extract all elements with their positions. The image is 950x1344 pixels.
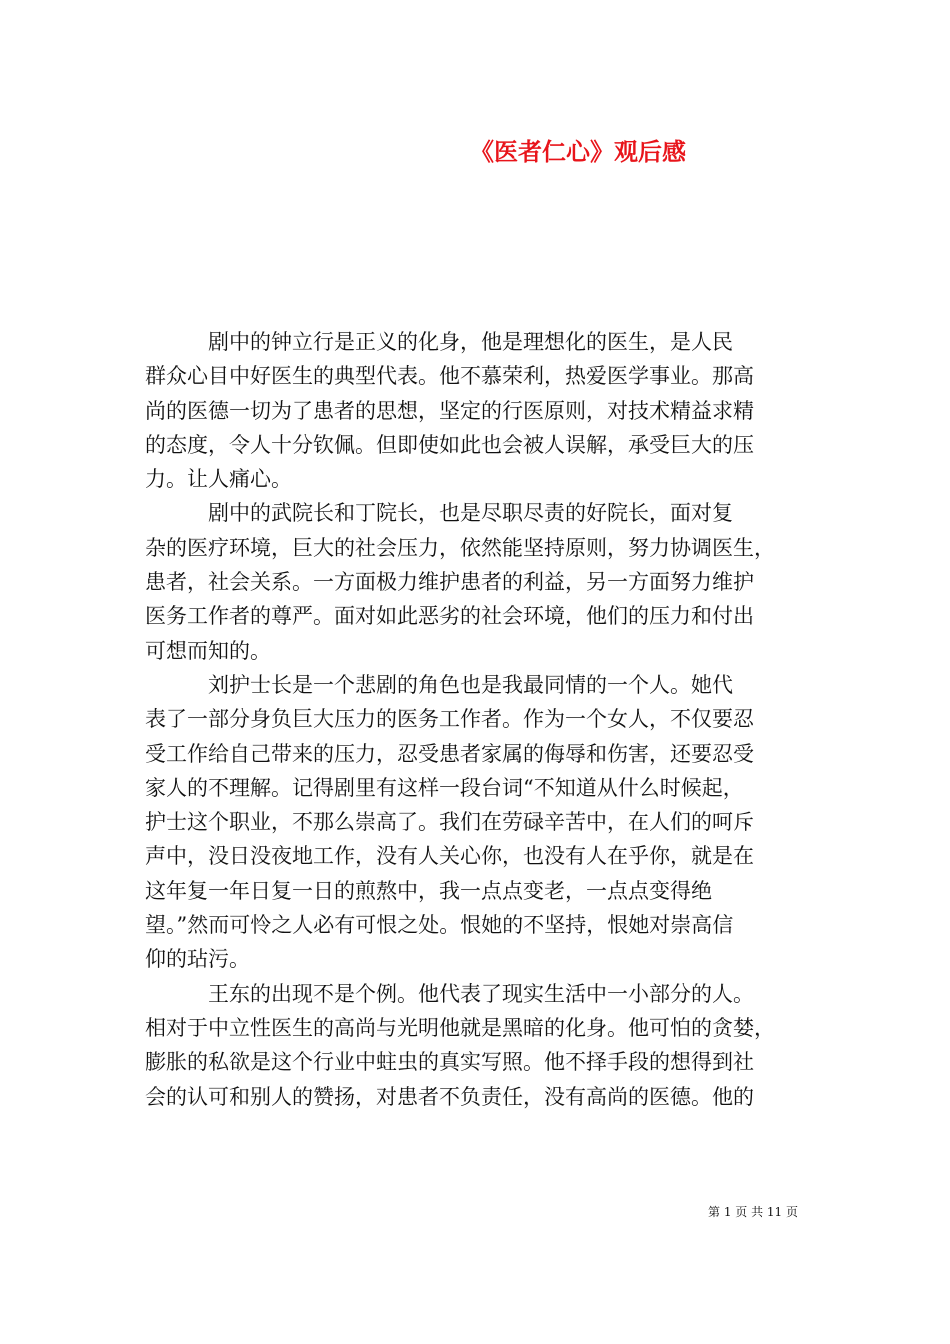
body-line: 刘护士长是一个悲剧的角色也是我最同情的一个人。她代 [145, 672, 733, 697]
body-line: 会的认可和别人的赞扬，对患者不负责任，没有高尚的医德。他的 [145, 1084, 754, 1109]
body-line: 的态度，令人十分钦佩。但即使如此也会被人误解，承受巨大的压 [145, 432, 754, 457]
body-line: 尚的医德一切为了患者的思想，坚定的行医原则，对技术精益求精 [145, 398, 754, 423]
body-line: 患者，社会关系。一方面极力维护患者的利益，另一方面努力维护 [145, 570, 754, 595]
body-line: 群众心目中好医生的典型代表。他不慕荣利，热爱医学事业。那高 [145, 364, 754, 389]
body-line: 仰的玷污。 [145, 947, 250, 972]
body-line: 剧中的武院长和丁院长，也是尽职尽责的好院长，面对复 [145, 501, 733, 526]
body-line: 这年复一年日复一日的煎熬中，我一点点变老，一点点变得绝 [145, 878, 712, 903]
document-title: 《医者仁心》观后感 [470, 137, 686, 166]
body-line: 杂的医疗环境，巨大的社会压力，依然能坚持原则，努力协调医生， [145, 535, 775, 560]
body-line: 可想而知的。 [145, 638, 271, 663]
body-line: 王东的出现不是个例。他代表了现实生活中一小部分的人。 [145, 981, 754, 1006]
body-line: 相对于中立性医生的高尚与光明他就是黑暗的化身。他可怕的贪婪， [145, 1015, 775, 1040]
body-line: 受工作给自己带来的压力，忍受患者家属的侮辱和伤害，还要忍受 [145, 741, 754, 766]
body-line: 护士这个职业，不那么崇高了。我们在劳碌辛苦中，在人们的呵斥 [145, 810, 754, 835]
page-number: 第 1 页 共 11 页 [708, 1205, 798, 1219]
body-line: 家人的不理解。记得剧里有这样一段台词“不知道从什么时候起， [145, 775, 744, 800]
body-line: 膨胀的私欲是这个行业中蛀虫的真实写照。他不择手段的想得到社 [145, 1050, 754, 1075]
document-body [145, 325, 810, 1114]
body-line: 表了一部分身负巨大压力的医务工作者。作为一个女人，不仅要忍 [145, 707, 754, 732]
body-line: 剧中的钟立行是正义的化身，他是理想化的医生，是人民 [145, 330, 733, 354]
body-line: 声中，没日没夜地工作，没有人关心你，也没有人在乎你，就是在 [145, 844, 754, 869]
body-line: 医务工作者的尊严。面对如此恶劣的社会环境，他们的压力和付出 [145, 604, 754, 629]
body-line: 力。让人痛心。 [145, 467, 292, 492]
body-line: 望。”然而可怜之人必有可恨之处。恨她的不坚持，恨她对崇高信 [145, 913, 734, 938]
